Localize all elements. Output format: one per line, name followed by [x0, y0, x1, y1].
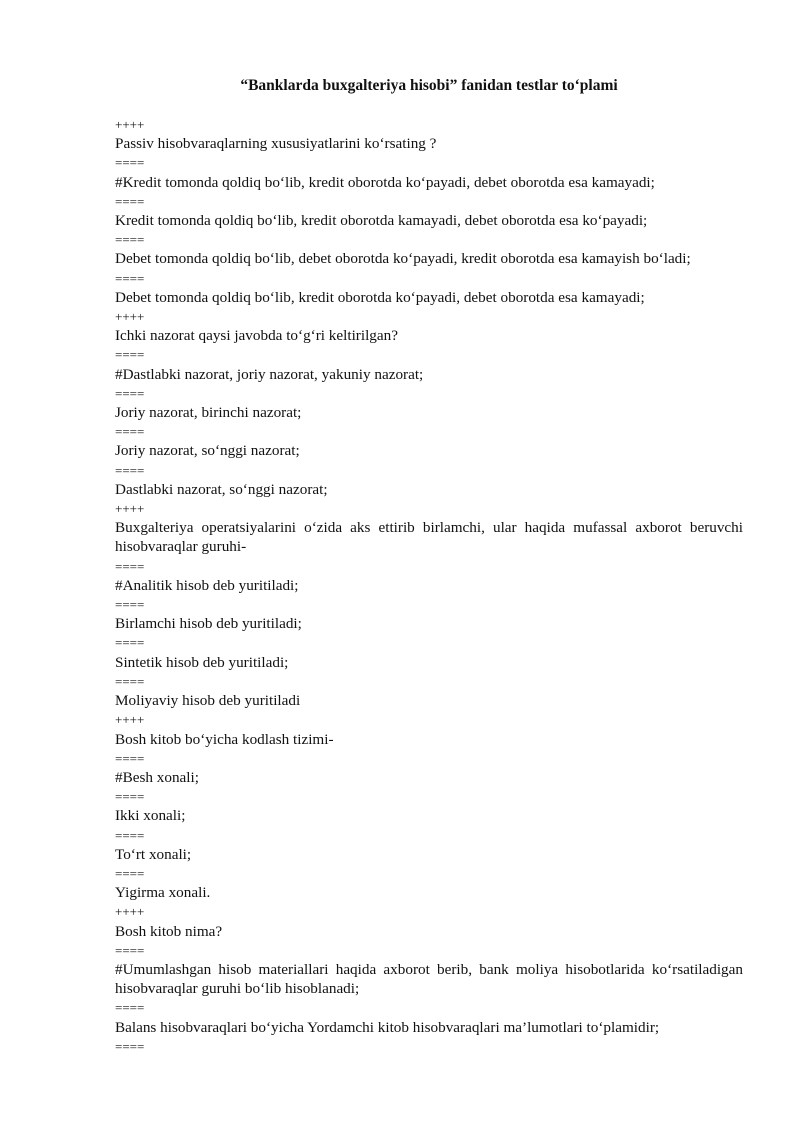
text-line: Sintetik hisob deb yuritiladi;: [115, 653, 289, 671]
text-line: Balans hisobvaraqlari bo‘yicha Yordamchi kitob hisobvaraqlari ma’lumotlari to‘plamidir;: [115, 1018, 660, 1036]
answer-separator: ====: [115, 232, 145, 248]
answer-separator: ====: [115, 385, 145, 401]
text-line: Birlamchi hisob deb yuritiladi;: [115, 615, 302, 633]
answer-separator: ====: [115, 750, 145, 766]
question-separator: ++++: [115, 712, 145, 728]
text-line: To‘rt xonali;: [115, 845, 192, 863]
correct-answer-line: #Kredit tomonda qoldiq bo‘lib, kredit oborotda ko‘payadi, debet oborotda esa kamayadi;: [115, 173, 655, 191]
answer-separator: ====: [115, 865, 145, 881]
correct-answer-line: #Umumlashgan hisob materiallari haqida axborot berib, bank moliya hisobotlarida ko‘rsatiladigan hisobvaraqlar guruhi bo‘lib hisoblanadi;: [115, 960, 743, 998]
answer-separator: ====: [115, 462, 145, 478]
correct-answer-line: #Besh xonali;: [115, 768, 199, 786]
answer-separator: ====: [115, 827, 145, 843]
text-line: Dastlabki nazorat, so‘nggi nazorat;: [115, 480, 328, 498]
correct-answer-line: #Analitik hisob deb yuritiladi;: [115, 576, 299, 594]
document-title: “Banklarda buxgalteriya hisobi” fanidan testlar to‘plami: [240, 77, 618, 94]
answer-separator: ====: [115, 789, 145, 805]
answer-separator: ====: [115, 347, 145, 363]
text-line: Buxgalteriya operatsiyalarini o‘zida aks ettirib birlamchi, ular haqida mufassal axborot beruvchi hisobvaraqlar guruhi-: [115, 519, 743, 556]
answer-separator: ====: [115, 155, 145, 171]
text-line: Kredit tomonda qoldiq bo‘lib, kredit oborotda kamayadi, debet oborotda esa ko‘payadi;: [115, 212, 648, 230]
answer-separator: ====: [115, 1000, 145, 1016]
text-line: Debet tomonda qoldiq bo‘lib, debet oborotda ko‘payadi, kredit oborotda esa kamayish bo‘ladi;: [115, 250, 691, 268]
answer-separator: ====: [115, 424, 145, 440]
answer-separator: ====: [115, 597, 145, 613]
answer-separator: ====: [115, 673, 145, 689]
answer-separator: ====: [115, 942, 145, 958]
text-line: Ikki xonali;: [115, 807, 186, 825]
answer-separator: ====: [115, 193, 145, 209]
text-line: Passiv hisobvaraqlarning xususiyatlarini ko‘rsating ?: [115, 135, 437, 153]
question-separator: ++++: [115, 117, 145, 132]
text-line: Debet tomonda qoldiq bo‘lib, kredit oborotda ko‘payadi, debet oborotda esa kamayadi;: [115, 288, 645, 306]
text-line: Moliyaviy hisob deb yuritiladi: [115, 692, 301, 710]
text-line: Yigirma xonali.: [115, 884, 211, 902]
answer-separator: ====: [115, 1038, 145, 1054]
document-body: [115, 115, 743, 1056]
text-line: Ichki nazorat qaysi javobda to‘g‘ri keltirilgan?: [115, 327, 398, 345]
text-line: Bosh kitob bo‘yicha kodlash tizimi-: [115, 730, 334, 748]
question-separator: ++++: [115, 501, 145, 517]
correct-answer-line: #Dastlabki nazorat, joriy nazorat, yakuniy nazorat;: [115, 365, 424, 383]
answer-separator: ====: [115, 635, 145, 651]
text-line: Bosh kitob nima?: [115, 922, 223, 940]
question-separator: ++++: [115, 904, 145, 920]
text-line: Joriy nazorat, birinchi nazorat;: [115, 404, 302, 422]
text-line: Joriy nazorat, so‘nggi nazorat;: [115, 442, 300, 460]
question-separator: ++++: [115, 309, 145, 325]
answer-separator: ====: [115, 270, 145, 286]
answer-separator: ====: [115, 558, 145, 574]
